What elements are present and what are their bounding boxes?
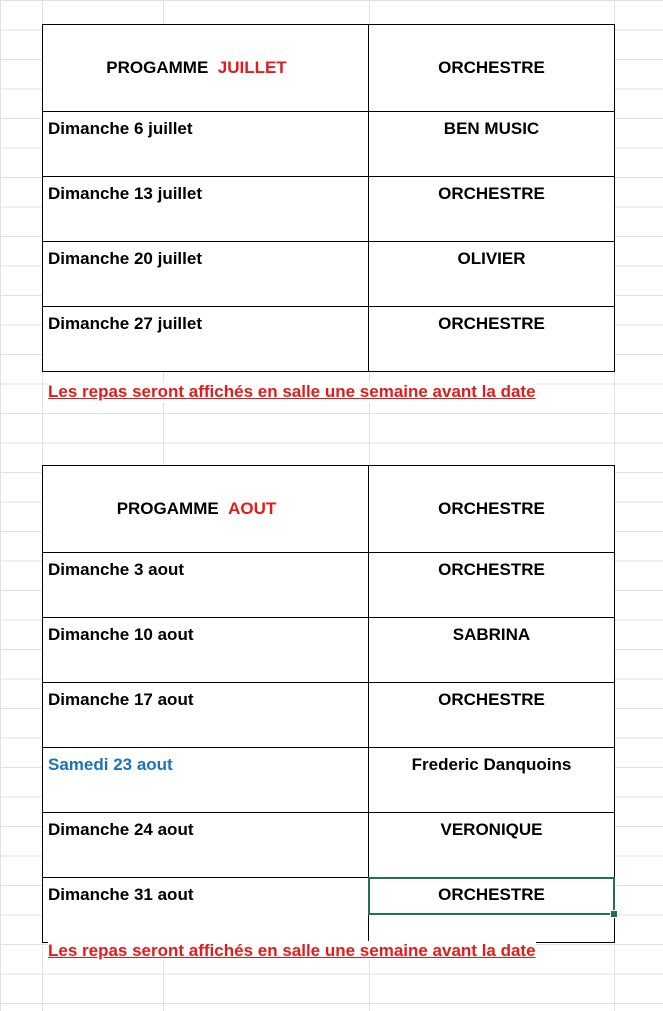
- july-program-header-cell[interactable]: [43, 25, 369, 112]
- august-band-cell-3[interactable]: ORCHESTRE: [369, 683, 615, 748]
- august-band-cell-6-selected[interactable]: [369, 878, 615, 943]
- august-month-label: AOUT: [228, 499, 277, 518]
- table-row: [43, 177, 615, 242]
- july-date-cell-4[interactable]: Dimanche 27 juillet: [43, 307, 369, 372]
- july-orchestra-header: ORCHESTRE: [438, 58, 545, 77]
- august-header-row: [43, 466, 615, 553]
- july-month-label: JUILLET: [217, 58, 287, 77]
- july-orchestra-header-cell[interactable]: [369, 25, 615, 112]
- august-orchestra-header-cell[interactable]: [369, 466, 615, 553]
- august-meals-note[interactable]: Les repas seront affichés en salle une semaine avant la date: [48, 941, 536, 960]
- august-program-header-cell[interactable]: [43, 466, 369, 553]
- august-program-label: PROGAMME: [116, 499, 219, 518]
- august-program-header: [117, 499, 295, 519]
- august-date-cell-6[interactable]: Dimanche 31 aout: [43, 878, 369, 943]
- august-band-cell-2[interactable]: SABRINA: [369, 618, 615, 683]
- july-band-cell-2[interactable]: ORCHESTRE: [369, 177, 615, 242]
- august-band-cell-4[interactable]: Frederic Danquoins: [369, 748, 615, 813]
- table-row: [43, 683, 615, 748]
- table-row: [43, 813, 615, 878]
- august-orchestra-header: ORCHESTRE: [438, 499, 545, 518]
- july-band-cell-1[interactable]: BEN MUSIC: [369, 112, 615, 177]
- july-band-cell-4[interactable]: ORCHESTRE: [369, 307, 615, 372]
- august-band-cell-1[interactable]: ORCHESTRE: [369, 553, 615, 618]
- august-band-cell-5[interactable]: VERONIQUE: [369, 813, 615, 878]
- table-row: [43, 242, 615, 307]
- august-date-cell-1[interactable]: Dimanche 3 aout: [43, 553, 369, 618]
- july-program-table: [42, 24, 615, 372]
- july-date-cell-3[interactable]: Dimanche 20 juillet: [43, 242, 369, 307]
- table-row: [43, 553, 615, 618]
- july-program-label: PROGAMME: [106, 58, 209, 77]
- table-row: [43, 748, 615, 813]
- table-row: [43, 618, 615, 683]
- august-date-cell-3[interactable]: Dimanche 17 aout: [43, 683, 369, 748]
- july-meals-note[interactable]: Les repas seront affichés en salle une semaine avant la date: [48, 382, 536, 401]
- july-band-cell-3[interactable]: OLIVIER: [369, 242, 615, 307]
- table-row: [43, 307, 615, 372]
- july-program-header: [106, 58, 304, 78]
- table-row: [43, 112, 615, 177]
- august-band-cell-6-text: ORCHESTRE: [438, 885, 545, 904]
- august-program-table: [42, 465, 615, 943]
- july-date-cell-1[interactable]: Dimanche 6 juillet: [43, 112, 369, 177]
- july-header-row: [43, 25, 615, 112]
- august-date-cell-2[interactable]: Dimanche 10 aout: [43, 618, 369, 683]
- fill-handle[interactable]: [610, 910, 618, 918]
- table-row: [43, 878, 615, 943]
- july-date-cell-2[interactable]: Dimanche 13 juillet: [43, 177, 369, 242]
- august-date-cell-5[interactable]: Dimanche 24 aout: [43, 813, 369, 878]
- august-date-cell-4[interactable]: Samedi 23 aout: [43, 748, 369, 813]
